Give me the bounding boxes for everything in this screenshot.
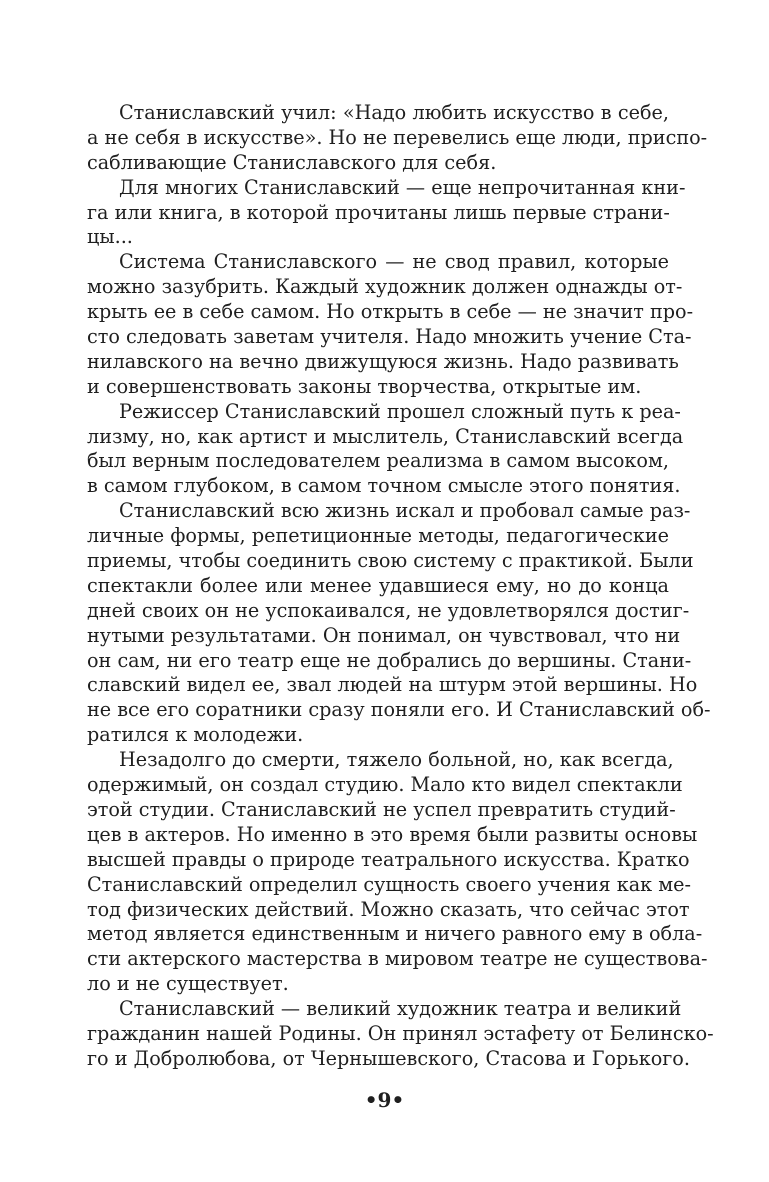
text-line: спектакли более или менее удавшиеся ему, но до конца xyxy=(87,573,669,597)
text-line: Незадолго до смерти, тяжело больной, но, как всегда, xyxy=(119,748,674,772)
text-line: цев в актеров. Но именно в это время были развиты основы xyxy=(87,822,698,846)
text-line: приемы, чтобы соединить свою систему с практикой. Были xyxy=(87,549,694,573)
text-line: лизму, но, как артист и мыслитель, Станиславский всегда xyxy=(87,424,684,448)
text-line: Система Станиславского — не свод правил, которые xyxy=(119,250,669,274)
text-line: сто следовать заветам учителя. Надо множить учение Ста- xyxy=(87,325,692,349)
text-line: сти актерского мастерства в мировом театре не существова- xyxy=(87,947,708,971)
text-line: ратился к молодежи. xyxy=(87,723,304,747)
text-line: ло и не существует. xyxy=(87,972,289,996)
text-line: был верным последователем реализма в самом высоком, xyxy=(87,449,669,473)
text-line: тод физических действий. Можно сказать, что сейчас этот xyxy=(87,897,690,921)
text-line: Станиславский — великий художник театра и великий xyxy=(119,997,682,1021)
text-line: дней своих он не успокаивался, не удовлетворялся достиг- xyxy=(87,598,690,622)
text-line: сабливающие Станиславского для себя. xyxy=(87,150,497,174)
paragraph xyxy=(87,748,708,997)
page-number: •9• xyxy=(364,1088,405,1112)
text-line: Станиславский определил сущность своего учения как ме- xyxy=(87,872,691,896)
text-line: личные формы, репетиционные методы, педагогические xyxy=(87,524,669,548)
paragraph xyxy=(87,399,684,500)
body-text xyxy=(87,101,714,1072)
paragraph xyxy=(87,499,711,748)
text-line: нутыми результатами. Он понимал, он чувствовал, что ни xyxy=(87,623,681,647)
text-line: а не себя в искусстве». Но не перевелись еще люди, приспо- xyxy=(87,125,708,149)
text-line: высшей правды о природе театрального искусства. Кратко xyxy=(87,847,690,871)
paragraph xyxy=(87,997,714,1072)
text-line: он сам, ни его театр еще не добрались до вершины. Стани- xyxy=(87,648,692,672)
paragraph xyxy=(87,175,686,251)
text-line: Режиссер Станиславский прошел сложный путь к реа- xyxy=(119,399,681,423)
text-line: этой студии. Станиславский не успел превратить студий- xyxy=(87,797,676,821)
text-line: одержимый, он создал студию. Мало кто видел спектакли xyxy=(87,773,683,797)
text-line: можно зазубрить. Каждый художник должен однажды от- xyxy=(87,275,683,299)
text-line: Для многих Станиславский — еще непрочитанная кни- xyxy=(119,175,686,199)
text-line: цы... xyxy=(87,225,133,249)
text-line: го и Добролюбова, от Чернышевского, Стасова и Горького. xyxy=(87,1046,690,1070)
text-line: не все его соратники сразу поняли его. И Станиславский об- xyxy=(87,698,711,722)
text-line: гражданин нашей Родины. Он принял эстафету от Белинско- xyxy=(87,1021,714,1045)
text-line: га или книга, в которой прочитаны лишь первые страни- xyxy=(87,200,670,224)
text-line: Станиславский учил: «Надо любить искусство в себе, xyxy=(119,101,669,124)
text-line: славский видел ее, звал людей на штурм этой вершины. Но xyxy=(87,673,698,697)
paragraph xyxy=(87,101,708,176)
text-line: крыть ее в себе самом. Но открыть в себе — не значит про- xyxy=(87,300,694,324)
text-line: нилавского на вечно движущуюся жизнь. Надо развивать xyxy=(87,349,679,373)
text-line: метод является единственным и ничего равного ему в обла- xyxy=(87,922,703,946)
paragraph xyxy=(87,250,694,399)
text-line: и совершенствовать законы творчества, открытые им. xyxy=(87,374,642,398)
text-line: Станиславский всю жизнь искал и пробовал самые раз- xyxy=(119,499,691,523)
text-line: в самом глубоком, в самом точном смысле этого понятия. xyxy=(87,474,681,498)
